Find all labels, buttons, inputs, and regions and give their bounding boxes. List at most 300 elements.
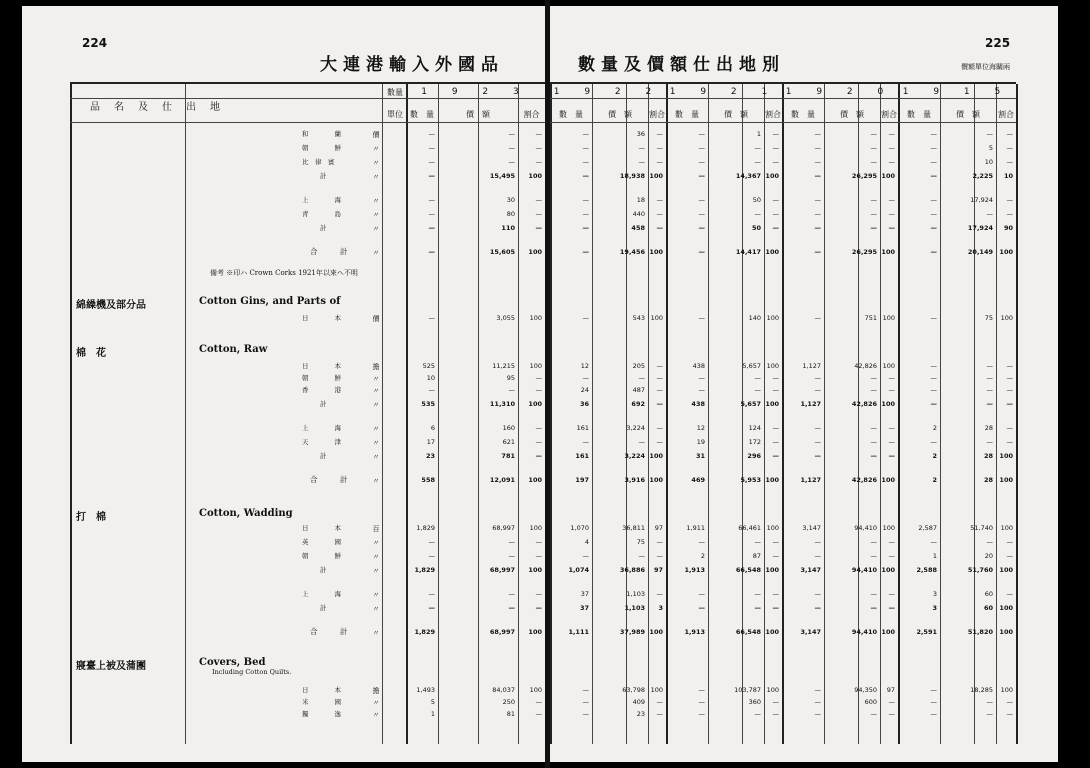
row-value-cell: — xyxy=(930,196,937,204)
row-value-cell: — xyxy=(582,686,589,694)
row-value-cell: — xyxy=(1006,590,1013,598)
row-value-cell: — xyxy=(814,686,821,694)
row-value-cell: 558 xyxy=(421,476,435,484)
row-value-cell: — xyxy=(888,196,895,204)
row-value-cell: — xyxy=(508,590,515,598)
row-value-cell: 75 xyxy=(636,538,645,546)
row-origin-name: 計 xyxy=(320,224,327,232)
row-value-cell: — xyxy=(870,424,877,432)
row-value-cell: — xyxy=(888,158,895,166)
header-rule xyxy=(70,122,545,123)
row-value-cell: 68,997 xyxy=(489,628,515,636)
row-value-cell: — xyxy=(535,710,542,718)
category-name-ja: 打 棉 xyxy=(76,512,106,523)
row-value-cell: 100 xyxy=(765,566,779,574)
row-unit: 〃 xyxy=(372,539,380,547)
row-value-cell: 160 xyxy=(502,424,515,432)
row-value-cell: — xyxy=(656,538,663,546)
row-value-cell: — xyxy=(1006,130,1013,138)
row-value-cell: — xyxy=(888,698,895,706)
row-value-cell: — xyxy=(814,210,821,218)
row-value-cell: 66,461 xyxy=(738,524,761,532)
row-value-cell: — xyxy=(870,374,877,382)
row-value-cell: 75 xyxy=(984,314,993,322)
row-value-cell: — xyxy=(428,248,435,256)
row-value-cell: — xyxy=(814,374,821,382)
row-value-cell: 100 xyxy=(881,172,895,180)
row-unit: 〃 xyxy=(372,711,380,719)
row-value-cell: — xyxy=(754,604,761,612)
row-value-cell: — xyxy=(772,196,779,204)
row-value-cell: 24 xyxy=(580,386,589,394)
row-value-cell: 1 xyxy=(430,710,435,718)
row-value-cell: 94,410 xyxy=(851,628,877,636)
row-origin-name: 計 xyxy=(320,400,327,408)
row-origin-name: 日 本 xyxy=(302,314,341,322)
col-ratio-header: 割合 xyxy=(523,110,540,119)
row-value-cell: 37,989 xyxy=(619,628,645,636)
row-origin-name: 青 島 xyxy=(302,210,341,218)
row-origin-name: 日 本 xyxy=(302,524,341,532)
row-value-cell: 1,074 xyxy=(568,566,589,574)
row-value-cell: 97 xyxy=(653,566,663,574)
category-name-en: Cotton Gins, and Parts of xyxy=(199,296,341,307)
row-value-cell: — xyxy=(428,210,435,218)
row-unit: 〃 xyxy=(372,145,380,153)
row-value-cell: — xyxy=(870,158,877,166)
row-value-cell: 110 xyxy=(501,224,515,232)
column-rule xyxy=(185,84,186,744)
row-unit: 〃 xyxy=(372,477,380,485)
qty-unit-header-top: 數量 xyxy=(387,88,403,97)
row-value-cell: — xyxy=(870,452,877,460)
row-value-cell: — xyxy=(428,158,435,166)
row-value-cell: 100 xyxy=(649,476,663,484)
row-value-cell: — xyxy=(638,438,645,446)
row-value-cell: — xyxy=(656,374,663,382)
row-value-cell: 1,111 xyxy=(568,628,589,636)
row-value-cell: 1,913 xyxy=(684,566,705,574)
row-value-cell: — xyxy=(508,144,515,152)
row-value-cell: 100 xyxy=(881,248,895,256)
row-value-cell: 197 xyxy=(575,476,589,484)
right-page-number: 225 xyxy=(985,36,1011,50)
row-value-cell: — xyxy=(814,438,821,446)
row-value-cell: — xyxy=(986,362,993,370)
row-value-cell: — xyxy=(1006,362,1013,370)
row-unit: 〃 xyxy=(372,387,380,395)
row-value-cell: 1 xyxy=(756,130,761,138)
row-value-cell: 18,285 xyxy=(970,686,993,694)
row-value-cell: — xyxy=(535,158,542,166)
row-value-cell: — xyxy=(428,386,435,394)
row-value-cell: — xyxy=(582,438,589,446)
row-value-cell: — xyxy=(1006,386,1013,394)
row-unit: 〃 xyxy=(372,425,380,433)
column-rule xyxy=(626,84,627,744)
row-value-cell: — xyxy=(535,210,542,218)
row-value-cell: 2 xyxy=(932,424,937,432)
row-value-cell: — xyxy=(814,538,821,546)
row-value-cell: 100 xyxy=(766,686,779,694)
row-value-cell: — xyxy=(656,386,663,394)
category-name-ja: 綿繰機及部分品 xyxy=(76,300,146,311)
row-value-cell: — xyxy=(754,158,761,166)
row-value-cell: 37 xyxy=(580,590,589,598)
row-value-cell: 1,911 xyxy=(686,524,705,532)
column-rule xyxy=(382,84,383,744)
row-value-cell: 36 xyxy=(636,130,645,138)
row-value-cell: — xyxy=(656,362,663,370)
row-value-cell: 1,127 xyxy=(802,362,821,370)
row-value-cell: — xyxy=(754,710,761,718)
row-value-cell: — xyxy=(535,224,542,232)
row-value-cell: — xyxy=(582,552,589,560)
row-value-cell: — xyxy=(986,698,993,706)
row-unit: 擔 xyxy=(372,687,380,695)
row-value-cell: 94,410 xyxy=(851,566,877,574)
row-value-cell: 409 xyxy=(632,698,645,706)
right-page-title: 數量及價額仕出地別 xyxy=(578,55,785,75)
row-value-cell: — xyxy=(508,604,515,612)
row-value-cell: 621 xyxy=(502,438,515,446)
row-value-cell: — xyxy=(508,130,515,138)
row-value-cell: — xyxy=(582,172,589,180)
row-value-cell: 140 xyxy=(748,314,761,322)
row-value-cell: 100 xyxy=(529,686,542,694)
row-unit: 〃 xyxy=(372,225,380,233)
row-value-cell: — xyxy=(656,424,663,432)
column-rule xyxy=(782,84,784,744)
row-value-cell: — xyxy=(1006,158,1013,166)
row-value-cell: 36,811 xyxy=(622,524,645,532)
row-value-cell: 250 xyxy=(502,698,515,706)
row-value-cell: — xyxy=(582,196,589,204)
row-value-cell: — xyxy=(870,224,877,232)
value-unit-note: 價額單位海關兩 xyxy=(961,63,1010,71)
row-value-cell: 26,295 xyxy=(851,172,877,180)
header-rule xyxy=(550,122,1016,123)
col-value-header: 價 額 xyxy=(466,110,490,119)
row-value-cell: — xyxy=(870,710,877,718)
row-value-cell: — xyxy=(638,552,645,560)
row-value-cell: 37 xyxy=(579,604,589,612)
row-value-cell: 3,224 xyxy=(626,424,645,432)
row-value-cell: — xyxy=(1006,552,1013,560)
row-value-cell: — xyxy=(814,424,821,432)
row-origin-name: 和 蘭 xyxy=(302,130,341,138)
row-value-cell: — xyxy=(930,158,937,166)
row-origin-name: 米 國 xyxy=(302,698,341,706)
row-value-cell: — xyxy=(870,130,877,138)
row-value-cell: — xyxy=(428,314,435,322)
row-unit: 擔 xyxy=(372,363,380,371)
row-value-cell: 87 xyxy=(752,552,761,560)
row-value-cell: — xyxy=(656,144,663,152)
row-value-cell: — xyxy=(888,130,895,138)
category-name-ja: 寢臺上被及蒲團 xyxy=(76,661,146,672)
footnote: 備考 ※印ハ Crown Corks 1921年以來ヘ不明 xyxy=(210,269,358,277)
row-value-cell: — xyxy=(754,538,761,546)
row-value-cell: — xyxy=(888,538,895,546)
row-value-cell: 12 xyxy=(580,362,589,370)
row-value-cell: — xyxy=(535,438,542,446)
row-value-cell: 42,826 xyxy=(851,476,877,484)
row-value-cell: — xyxy=(656,438,663,446)
row-value-cell: 68,997 xyxy=(492,524,515,532)
row-value-cell: — xyxy=(754,210,761,218)
row-value-cell: 30 xyxy=(506,196,515,204)
col-value-header: 價 額 xyxy=(956,110,980,119)
row-unit: 〃 xyxy=(372,159,380,167)
row-value-cell: 100 xyxy=(999,628,1013,636)
row-value-cell: 12 xyxy=(696,424,705,432)
row-value-cell: — xyxy=(772,224,779,232)
row-value-cell: 100 xyxy=(649,452,663,460)
row-value-cell: 100 xyxy=(528,628,542,636)
col-qty-header: 數 量 xyxy=(907,110,931,119)
row-value-cell: 3 xyxy=(932,604,937,612)
row-value-cell: — xyxy=(888,452,895,460)
row-value-cell: — xyxy=(656,196,663,204)
row-value-cell: — xyxy=(535,196,542,204)
row-unit: 〃 xyxy=(372,699,380,707)
row-value-cell: — xyxy=(814,158,821,166)
row-value-cell: — xyxy=(930,400,937,408)
row-origin-name: 朝 鮮 xyxy=(302,144,341,152)
row-value-cell: — xyxy=(888,386,895,394)
column-rule xyxy=(824,84,825,744)
row-value-cell: — xyxy=(428,130,435,138)
row-value-cell: — xyxy=(930,224,937,232)
row-value-cell: 487 xyxy=(632,386,645,394)
row-value-cell: — xyxy=(814,698,821,706)
column-rule xyxy=(550,84,552,744)
row-value-cell: — xyxy=(930,144,937,152)
row-value-cell: 100 xyxy=(999,604,1013,612)
row-origin-name: 上 海 xyxy=(302,196,341,204)
row-value-cell: 60 xyxy=(984,590,993,598)
row-value-cell: 100 xyxy=(528,566,542,574)
row-value-cell: 543 xyxy=(632,314,645,322)
row-value-cell: — xyxy=(814,130,821,138)
row-unit: 〃 xyxy=(372,591,380,599)
row-value-cell: 100 xyxy=(528,248,542,256)
row-origin-name: 上 海 xyxy=(302,424,341,432)
column-rule xyxy=(592,84,593,744)
row-value-cell: 100 xyxy=(999,248,1013,256)
row-value-cell: 15,605 xyxy=(489,248,515,256)
row-value-cell: — xyxy=(698,314,705,322)
row-value-cell: — xyxy=(772,386,779,394)
row-value-cell: 535 xyxy=(421,400,435,408)
row-value-cell: 100 xyxy=(528,476,542,484)
row-value-cell: — xyxy=(698,196,705,204)
row-value-cell: — xyxy=(930,314,937,322)
row-value-cell: 95 xyxy=(506,374,515,382)
category-name-ja: 棉 花 xyxy=(76,348,106,359)
col-qty-header: 數 量 xyxy=(675,110,699,119)
row-value-cell: — xyxy=(814,224,821,232)
row-value-cell: 50 xyxy=(751,224,761,232)
row-value-cell: 2,587 xyxy=(918,524,937,532)
row-value-cell: — xyxy=(772,144,779,152)
row-value-cell: — xyxy=(930,698,937,706)
row-value-cell: 100 xyxy=(649,172,663,180)
row-value-cell: — xyxy=(870,438,877,446)
row-value-cell: — xyxy=(930,438,937,446)
row-value-cell: — xyxy=(772,604,779,612)
row-value-cell: 525 xyxy=(422,362,435,370)
row-value-cell: 28 xyxy=(983,452,993,460)
row-value-cell: 100 xyxy=(765,400,779,408)
row-value-cell: — xyxy=(428,224,435,232)
row-value-cell: — xyxy=(698,172,705,180)
row-value-cell: — xyxy=(428,604,435,612)
row-value-cell: 100 xyxy=(1000,524,1013,532)
row-value-cell: 84,037 xyxy=(492,686,515,694)
row-value-cell: 1,829 xyxy=(414,566,435,574)
col-ratio-header: 割合 xyxy=(765,110,781,119)
row-value-cell: 3,055 xyxy=(496,314,515,322)
row-value-cell: — xyxy=(772,210,779,218)
row-value-cell: — xyxy=(508,552,515,560)
row-unit: 〃 xyxy=(372,439,380,447)
col-qty-header: 數 量 xyxy=(410,110,434,119)
row-value-cell: 1,829 xyxy=(416,524,435,532)
row-origin-name: 天 津 xyxy=(302,438,341,446)
row-value-cell: — xyxy=(698,130,705,138)
row-value-cell: 42,826 xyxy=(854,362,877,370)
row-value-cell: — xyxy=(698,144,705,152)
row-value-cell: 2,588 xyxy=(916,566,937,574)
row-value-cell: — xyxy=(772,452,779,460)
row-value-cell: 100 xyxy=(650,686,663,694)
row-value-cell: 100 xyxy=(881,476,895,484)
row-value-cell: — xyxy=(888,710,895,718)
row-value-cell: — xyxy=(698,158,705,166)
row-origin-name: 英 國 xyxy=(302,538,341,546)
row-value-cell: — xyxy=(814,604,821,612)
row-value-cell: — xyxy=(888,590,895,598)
row-value-cell: — xyxy=(930,210,937,218)
row-value-cell: 94,350 xyxy=(854,686,877,694)
left-page-number: 224 xyxy=(82,36,108,50)
row-value-cell: — xyxy=(754,590,761,598)
row-value-cell: 81 xyxy=(506,710,515,718)
column-rule xyxy=(1016,84,1018,744)
column-rule xyxy=(666,84,668,744)
row-value-cell: — xyxy=(508,538,515,546)
row-value-cell: — xyxy=(656,552,663,560)
row-value-cell: 458 xyxy=(631,224,645,232)
row-origin-name: 計 xyxy=(320,566,327,574)
row-origin-name: 比 律 賓 xyxy=(302,158,335,166)
col-value-header: 價 額 xyxy=(724,110,748,119)
row-value-cell: — xyxy=(772,698,779,706)
row-value-cell: 2,591 xyxy=(916,628,937,636)
row-value-cell: 3 xyxy=(932,590,937,598)
row-value-cell: — xyxy=(888,604,895,612)
row-unit: 價 xyxy=(372,131,380,139)
row-value-cell: 2 xyxy=(700,552,705,560)
row-value-cell: — xyxy=(582,224,589,232)
left-page-title: 大連港輸入外國品 xyxy=(320,55,504,75)
row-value-cell: — xyxy=(772,590,779,598)
row-value-cell: — xyxy=(814,144,821,152)
row-value-cell: — xyxy=(888,424,895,432)
row-unit: 〃 xyxy=(372,375,380,383)
row-value-cell: 51,740 xyxy=(970,524,993,532)
row-value-cell: — xyxy=(930,538,937,546)
category-name-en: Covers, Bed xyxy=(199,657,266,668)
row-value-cell: — xyxy=(582,130,589,138)
row-value-cell: 23 xyxy=(636,710,645,718)
column-rule xyxy=(406,84,408,744)
row-value-cell: — xyxy=(535,538,542,546)
row-value-cell: — xyxy=(772,158,779,166)
row-unit: 〃 xyxy=(372,553,380,561)
row-value-cell: 100 xyxy=(881,566,895,574)
row-origin-name: 計 xyxy=(320,172,327,180)
row-value-cell: — xyxy=(535,452,542,460)
col-qty-header: 數 量 xyxy=(559,110,583,119)
row-value-cell: — xyxy=(1006,400,1013,408)
right-table xyxy=(550,82,1016,744)
row-value-cell: — xyxy=(986,710,993,718)
row-value-cell: — xyxy=(930,362,937,370)
row-value-cell: 1,127 xyxy=(800,476,821,484)
row-value-cell: — xyxy=(772,552,779,560)
row-value-cell: — xyxy=(754,144,761,152)
row-value-cell: 440 xyxy=(632,210,645,218)
row-value-cell: 1,913 xyxy=(684,628,705,636)
item-name-header: 品 名 及 仕 出 地 xyxy=(90,102,222,113)
left-page xyxy=(22,6,545,762)
row-value-cell: — xyxy=(582,210,589,218)
row-value-cell: — xyxy=(870,590,877,598)
row-value-cell: 63,798 xyxy=(622,686,645,694)
row-value-cell: 18,938 xyxy=(619,172,645,180)
category-name-en: Cotton, Wadding xyxy=(199,508,293,519)
row-unit: 〃 xyxy=(372,453,380,461)
column-rule xyxy=(648,84,649,744)
column-rule xyxy=(764,84,765,744)
row-value-cell: 1,493 xyxy=(416,686,435,694)
row-value-cell: — xyxy=(986,386,993,394)
row-value-cell: — xyxy=(814,552,821,560)
row-value-cell: — xyxy=(698,538,705,546)
row-value-cell: — xyxy=(870,604,877,612)
row-value-cell: — xyxy=(656,210,663,218)
row-value-cell: 103,787 xyxy=(734,686,761,694)
row-value-cell: 19,456 xyxy=(619,248,645,256)
row-value-cell: 17 xyxy=(426,438,435,446)
row-unit: 〃 xyxy=(372,211,380,219)
row-value-cell: 90 xyxy=(1003,224,1013,232)
row-value-cell: — xyxy=(698,710,705,718)
row-value-cell: 6 xyxy=(430,424,435,432)
column-rule xyxy=(742,84,743,744)
row-value-cell: — xyxy=(814,314,821,322)
row-value-cell: 100 xyxy=(528,400,542,408)
row-value-cell: — xyxy=(814,710,821,718)
row-value-cell: — xyxy=(656,158,663,166)
row-value-cell: — xyxy=(428,552,435,560)
row-value-cell: 97 xyxy=(886,686,895,694)
row-value-cell: 14,417 xyxy=(735,248,761,256)
row-value-cell: 100 xyxy=(649,628,663,636)
